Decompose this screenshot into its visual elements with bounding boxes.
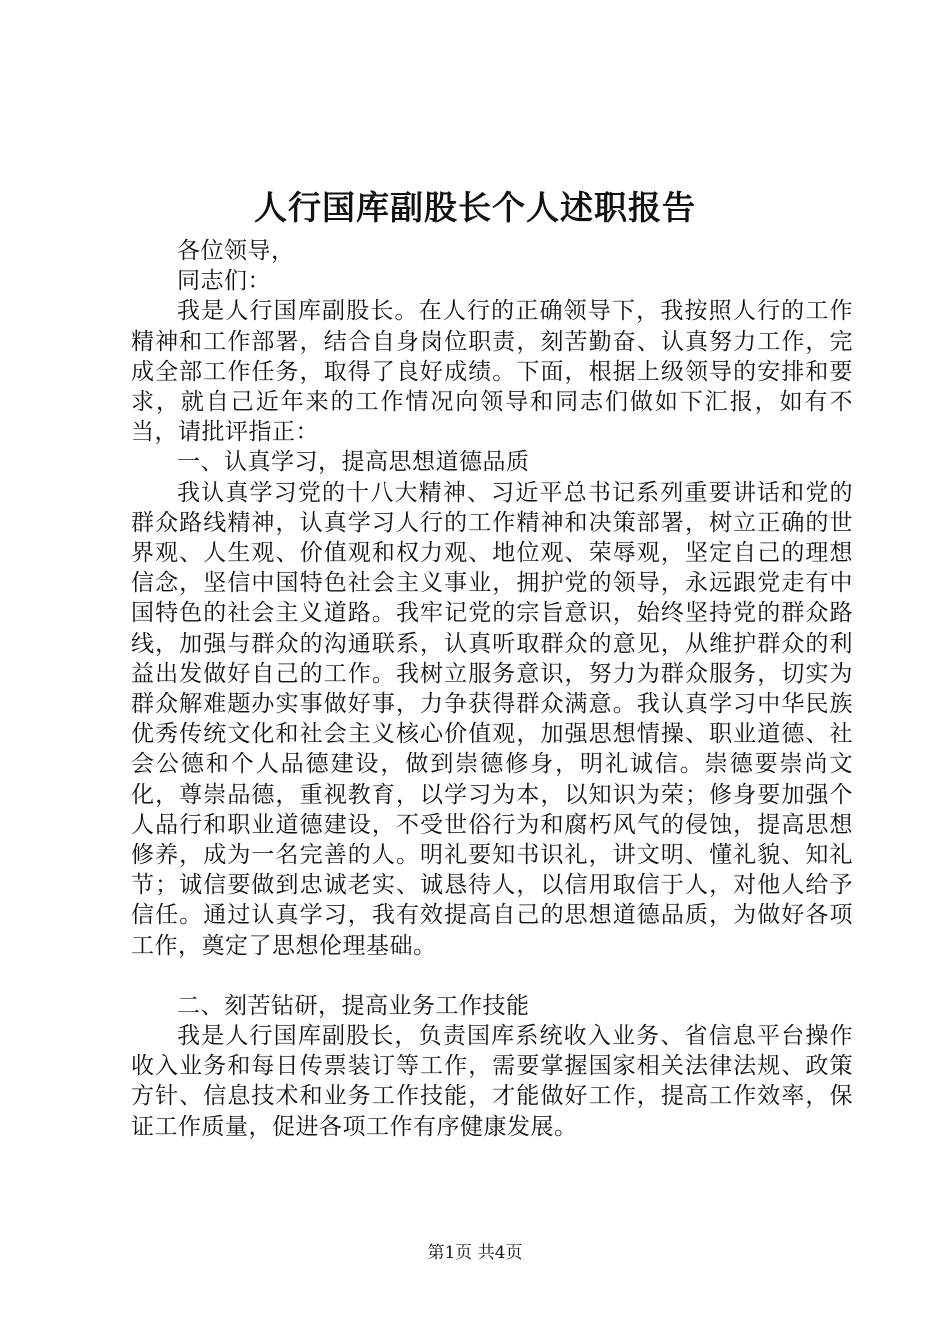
section-2-paragraph: 我是人行国库副股长，负责国库系统收入业务、省信息平台操作收入业务和每日传票装订等工作，需要掌握国家相关法律法规、政策方针、信息技术和业务工作技能，才能做好工作，提高工作效率，保证工作质量，促进各项工作有序健康发展。 [131,1023,853,1140]
salutation-comrades: 同志们： [177,268,271,295]
section-1-paragraph: 我认真学习党的十八大精神、习近平总书记系列重要讲话和党的群众路线精神，认真学习人行的工作精神和决策部署，树立正确的世界观、人生观、价值观和权力观、地位观、荣辱观，坚定自己的理想信念，坚信中国特色社会主义事业，拥护党的领导，永远跟党走有中国特色的社会主义道路。我牢记党的宗旨意识，始终坚持党的群众路线，加强与群众的沟通联系，认真听取群众的意见，从维护群众的利益出发做好自己的工作。我树立服务意识，努力为群众服务，切实为群众解难题办实事做好事，力争获得群众满意。我认真学习中华民族优秀传统文化和社会主义核心价值观，加强思想情操、职业道德、社会公德和个人品德建设，做到崇德修身，明礼诚信。崇德要崇尚文化，尊崇品德，重视教育，以学习为本，以知识为荣；修身要加强个人品行和职业道德建设，不受世俗行为和腐朽风气的侵蚀，提高思想修养，成为一名完善的人。明礼要知书识礼，讲文明、懂礼貌、知礼节；诚信要做到忠诚老实、诚恳待人，以信用取信于人，对他人给予信任。通过认真学习，我有效提高自己的思想道德品质，为做好各项工作，奠定了思想伦理基础。 [131,479,853,959]
section-1-heading: 一、认真学习，提高思想道德品质 [177,449,530,476]
page-number-footer: 第1页 共4页 [427,1243,523,1263]
intro-paragraph: 我是人行国库副股长。在人行的正确领导下，我按照人行的工作精神和工作部署，结合自身岗位职责，刻苦勤奋、认真努力工作，完成全部工作任务，取得了良好成绩。下面，根据上级领导的安排和要求，就自己近年来的工作情况向领导和同志们做如下汇报，如有不当，请批评指正： [131,298,853,446]
section-2-heading: 二、刻苦钻研，提高业务工作技能 [177,992,530,1019]
document-title: 人行国库副股长个人述职报告 [254,188,696,227]
document-body [131,236,853,1142]
salutation-leaders: 各位领导， [177,238,295,264]
